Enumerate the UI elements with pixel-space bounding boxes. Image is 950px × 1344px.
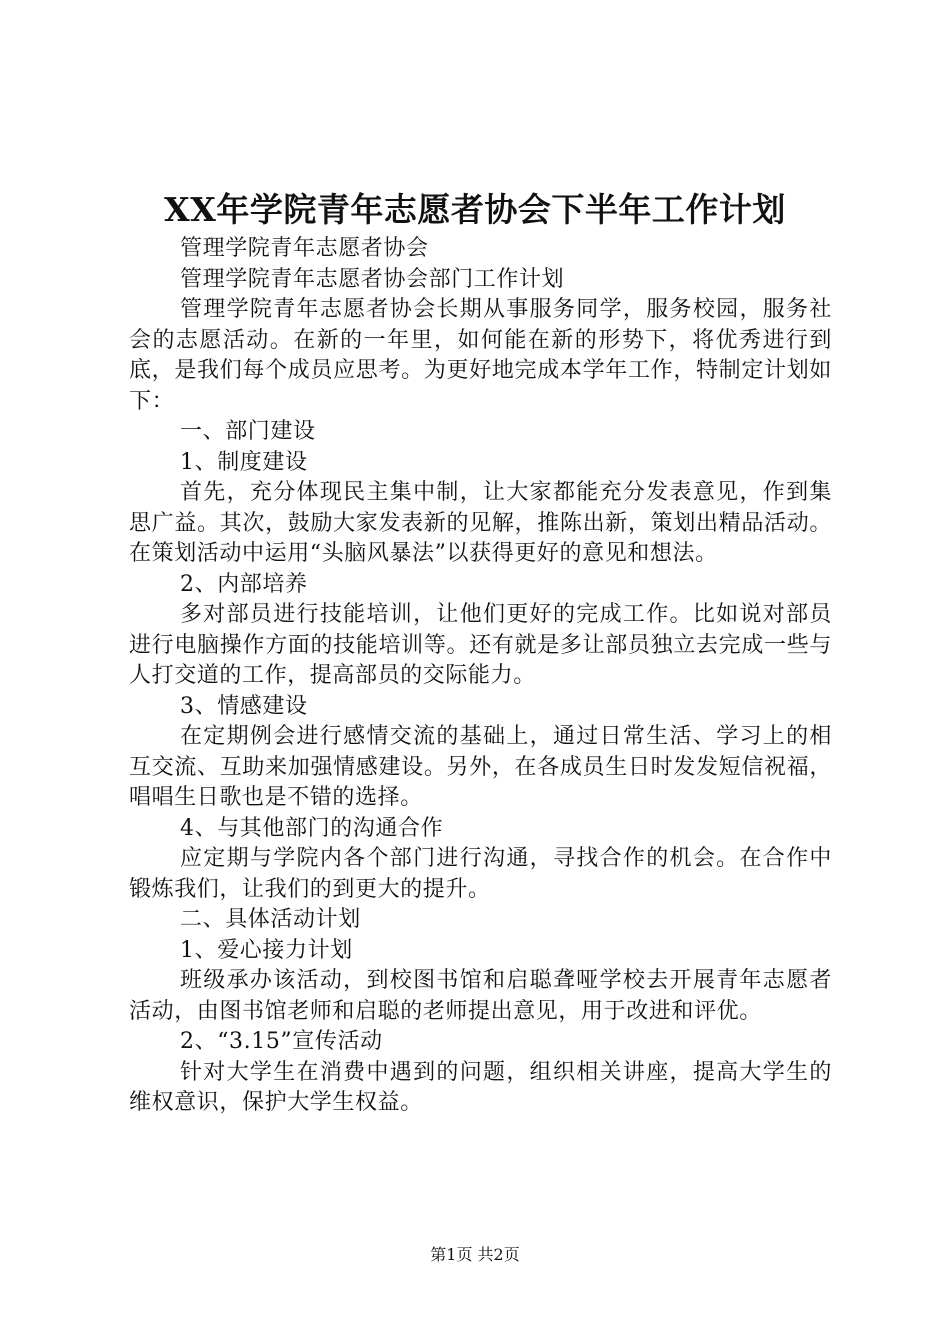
subsection-heading-1-3: 3、情感建设 bbox=[180, 693, 308, 719]
subsection-heading-2-1: 1、爱心接力计划 bbox=[180, 937, 353, 963]
paragraph-1-3: 在定期例会进行感情交流的基础上，通过日常生活、学习上的相互交流、互助来加强情感建设。另外，在各成员生日时发发短信祝福，唱唱生日歌也是不错的选择。 bbox=[129, 724, 832, 810]
paragraph-intro: 管理学院青年志愿者协会长期从事服务同学，服务校园，服务社会的志愿活动。在新的一年里，如何能在新的形势下，将优秀进行到底，是我们每个成员应思考。为更好地完成本学年工作，特制定计划如下： bbox=[129, 297, 832, 414]
subsection-heading-1-1: 1、制度建设 bbox=[180, 449, 308, 475]
paragraph-1-1: 首先，充分体现民主集中制，让大家都能充分发表意见，作到集思广益。其次，鼓励大家发表新的见解，推陈出新，策划出精品活动。在策划活动中运用“头脑风暴法”以获得更好的意见和想法。 bbox=[129, 480, 832, 566]
page-number-footer: 第1页 共2页 bbox=[430, 1245, 520, 1264]
paragraph-plan-name: 管理学院青年志愿者协会部门工作计划 bbox=[180, 266, 565, 292]
document-title: XX年学院青年志愿者协会下半年工作计划 bbox=[164, 190, 786, 229]
subsection-heading-1-2: 2、内部培养 bbox=[180, 571, 308, 597]
paragraph-1-4: 应定期与学院内各个部门进行沟通，寻找合作的机会。在合作中锻炼我们，让我们的到更大的提升。 bbox=[129, 846, 832, 902]
subsection-heading-1-4: 4、与其他部门的沟通合作 bbox=[180, 815, 444, 841]
section-heading-2: 二、具体活动计划 bbox=[180, 907, 361, 932]
paragraph-2-2: 针对大学生在消费中遇到的问题，组织相关讲座，提高大学生的维权意识，保护大学生权益。 bbox=[129, 1059, 832, 1115]
paragraph-1-2: 多对部员进行技能培训，让他们更好的完成工作。比如说对部员进行电脑操作方面的技能培训等。还有就是多让部员独立去完成一些与人打交道的工作，提高部员的交际能力。 bbox=[129, 602, 832, 688]
section-heading-1: 一、部门建设 bbox=[180, 419, 316, 444]
subsection-heading-2-2: 2、“3.15”宣传活动 bbox=[180, 1029, 383, 1054]
paragraph-2-1: 班级承办该活动，到校图书馆和启聪聋哑学校去开展青年志愿者活动，由图书馆老师和启聪的老师提出意见，用于改进和评优。 bbox=[129, 968, 832, 1024]
document-body bbox=[129, 234, 832, 1119]
paragraph-org-name: 管理学院青年志愿者协会 bbox=[180, 236, 429, 261]
